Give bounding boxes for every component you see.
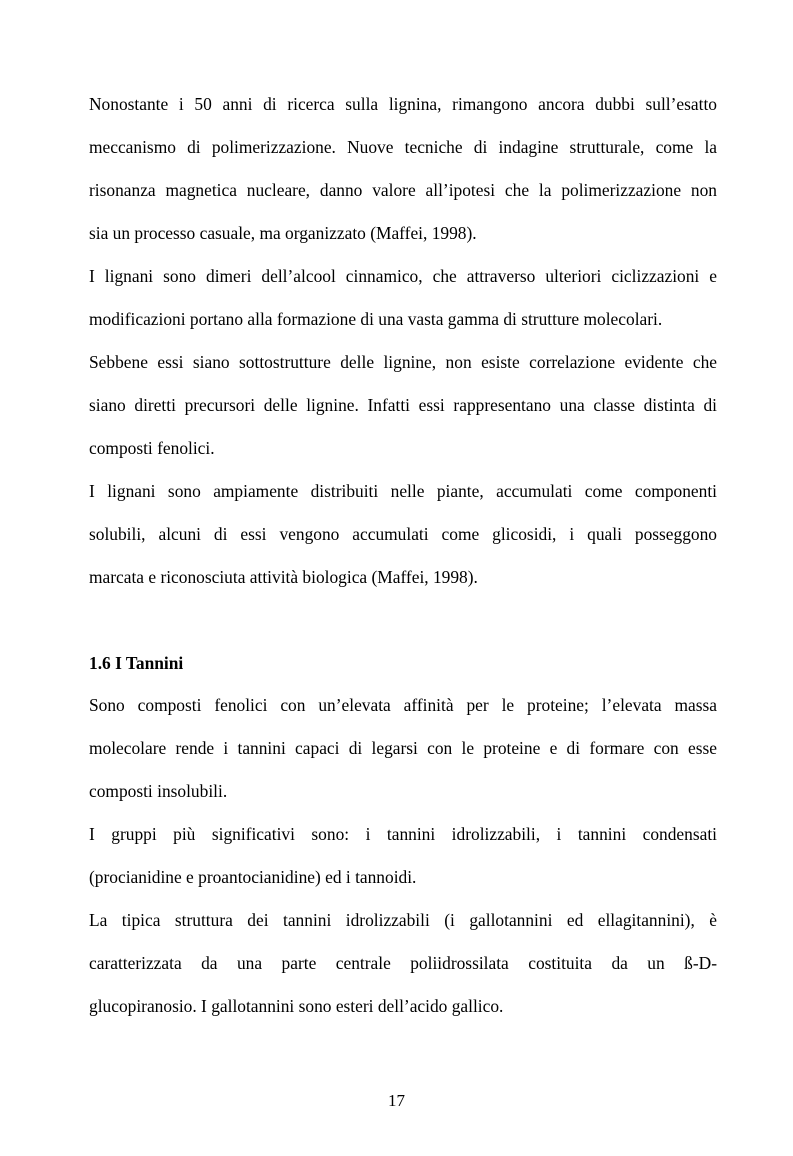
text-line: sia un processo casuale, ma organizzato (Maffei, 1998). — [89, 223, 477, 243]
text-line: modificazioni portano alla formazione di una vasta gamma di strutture molecolari. — [89, 309, 663, 329]
text-line: glucopiranosio. I gallotannini sono esteri dell’acido gallico. — [89, 996, 504, 1016]
text-line: I lignani sono ampiamente distribuiti nelle piante, accumulati come componenti — [89, 481, 717, 501]
text-line: I gruppi più significativi sono: i tannini idrolizzabili, i tannini condensati — [89, 824, 717, 844]
section-heading: 1.6 I Tannini — [89, 653, 184, 673]
page-number: 17 — [388, 1091, 405, 1110]
text-line: siano diretti precursori delle lignine. Infatti essi rappresentano una classe distinta di — [89, 395, 717, 415]
text-line: caratterizzata da una parte centrale poliidrossilata costituita da un ß-D- — [89, 953, 717, 973]
text-line: Nonostante i 50 anni di ricerca sulla lignina, rimangono ancora dubbi sull’esatto — [89, 94, 717, 114]
text-line: Sono composti fenolici con un’elevata affinità per le proteine; l’elevata massa — [89, 695, 717, 715]
text-line: (procianidine e proantocianidine) ed i tannoidi. — [89, 867, 417, 887]
text-line: risonanza magnetica nucleare, danno valore all’ipotesi che la polimerizzazione non — [89, 180, 717, 200]
text-line: La tipica struttura dei tannini idrolizzabili (i gallotannini ed ellagitannini), è — [89, 910, 717, 930]
text-line: Sebbene essi siano sottostrutture delle lignine, non esiste correlazione evidente che — [89, 352, 717, 372]
text-line: composti fenolici. — [89, 438, 215, 458]
text-line: solubili, alcuni di essi vengono accumulati come glicosidi, i quali posseggono — [89, 524, 717, 544]
text-line: composti insolubili. — [89, 781, 228, 801]
text-line: molecolare rende i tannini capaci di legarsi con le proteine e di formare con esse — [89, 738, 717, 758]
text-line: meccanismo di polimerizzazione. Nuove tecniche di indagine strutturale, come la — [89, 137, 717, 157]
text-line: marcata e riconosciuta attività biologica (Maffei, 1998). — [89, 567, 478, 587]
text-line: I lignani sono dimeri dell’alcool cinnamico, che attraverso ulteriori ciclizzazioni e — [89, 266, 717, 286]
